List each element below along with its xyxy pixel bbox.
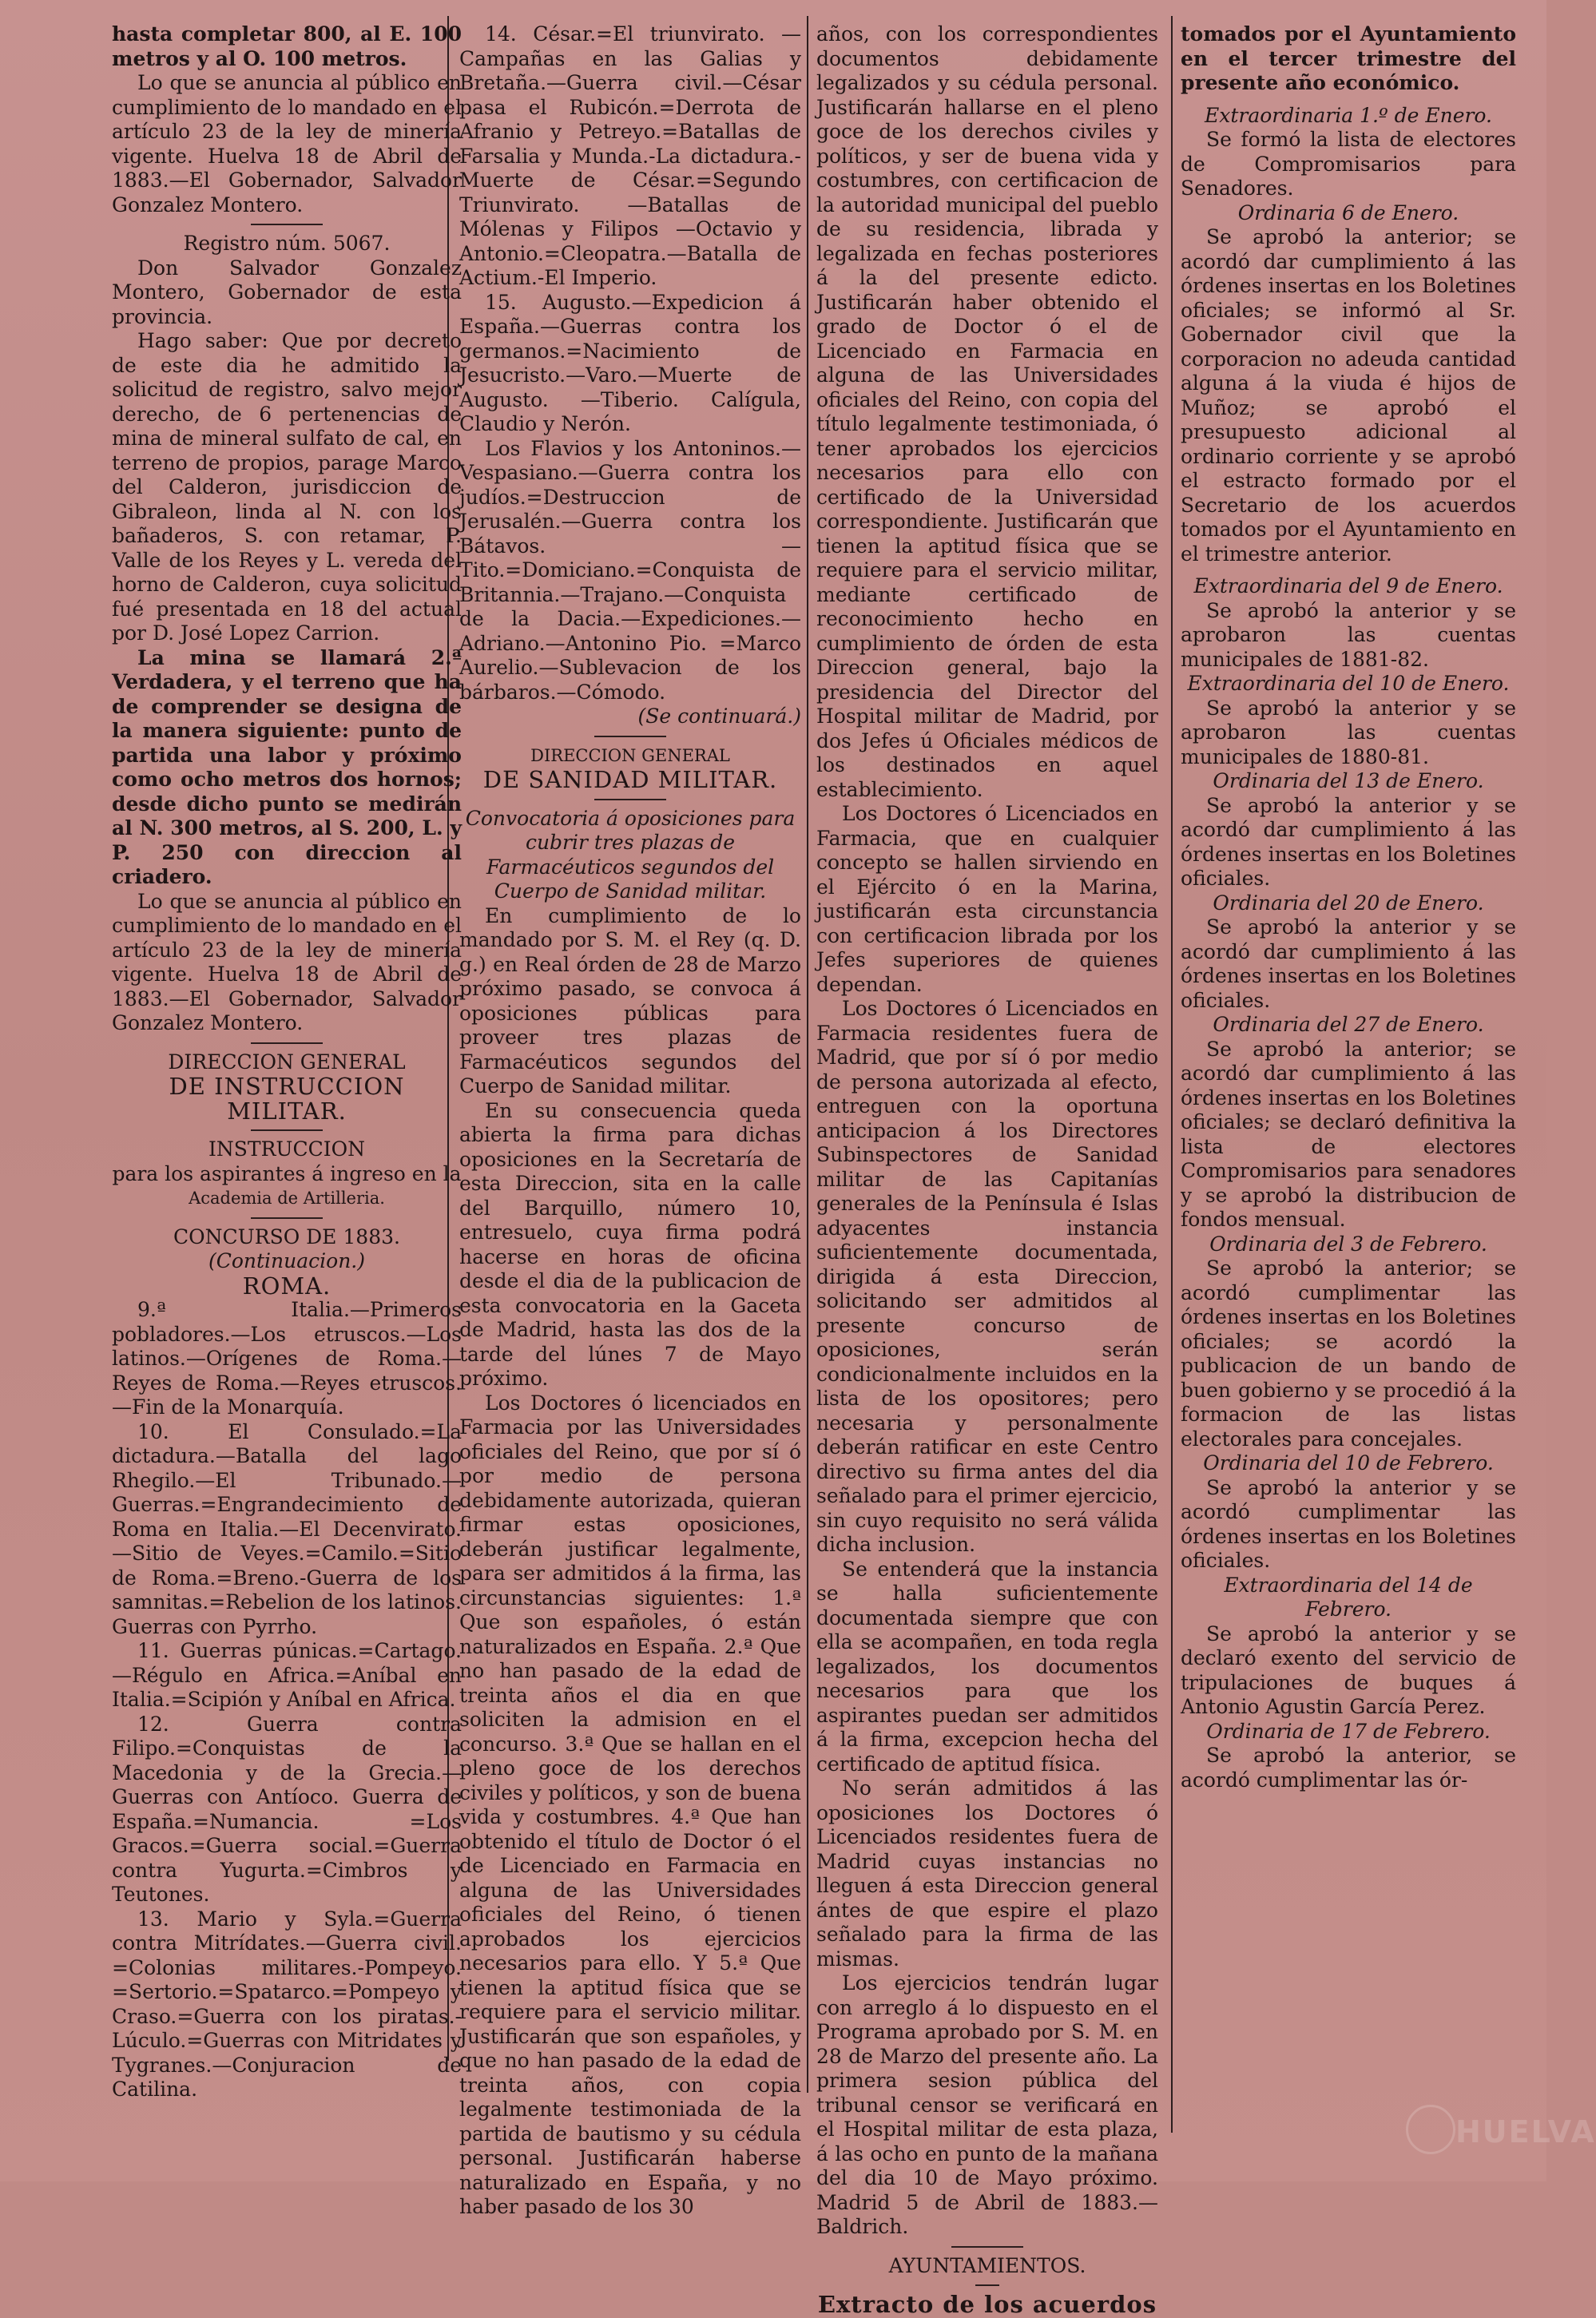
list-item: 11. Guerras púnicas.=Cartago.—Régulo en Africa.=Aníbal en Italia.=Scipión y Aníbal en Africa.: [112, 1639, 462, 1711]
list-item: 10. El Consulado.=La dictadura.—Batalla del lago Rhegilo.—El Tribunado.—Guerras.=Engrandecimiento de Roma en Italia.—El Decenvirato.—Sitio de Veyes.=Camilo.=Sitio de Roma.=Breno.-Guerra de los samnitas.=Rebelion de los latinos. Guerras con Pyrrho.: [112, 1419, 462, 1638]
list-item: 15. Augusto.—Expedicion á España.—Guerras contra los germanos.=Nacimiento de Jesucristo.—Varo.—Muerte de Augusto. —Tiberio. Calígula, Claudio y Nerón.: [459, 290, 801, 435]
section-heading: DE SANIDAD MILITAR.: [482, 766, 778, 793]
list-item: 12. Guerra contra Filipo.=Conquistas de la Macedonia y de la Grecia.—Guerras con Antíoco. Guerra de España.=Numancia. =Los Gracos.=Guerra social.=Guerra contra Yugurta.=Cimbros y Teutones.: [112, 1712, 462, 1906]
session-text: Se aprobó la anterior y se acordó dar cumplimiento á las órdenes insertas en los Boletines oficiales.: [1181, 793, 1516, 890]
paragraph: Hago saber: Que por decreto de este dia he admitido la solicitud de registro, salvo mejor derecho, de 6 pertenencias de mina de mineral sulfato de cal, en terreno de propios, parage Marco del Calderon, jurisdiccion de Gibraleon, linda al N. con los bañaderos, S. con retamar, P. Valle de los Reyes y L. vereda del horno de Calderon, cuya solicitud fué presentada en 18 del actual por D. José Lopez Carrion.: [112, 329, 462, 645]
list-item: 9.ª Italia.—Primeros pobladores.—Los etruscos.—Los latinos.—Orígenes de Roma.—Reyes de Roma.—Reyes etruscos.—Fin de la Monarquía.: [112, 1298, 462, 1419]
divider: [251, 1217, 323, 1219]
section-heading: DIRECCION GENERAL: [530, 745, 730, 765]
subheading: (Continuacion.): [208, 1249, 366, 1272]
divider: [951, 2246, 1023, 2248]
session-heading: Extraordinaria del 10 de Enero.: [1187, 672, 1510, 695]
session-text: Se aprobó la anterior y se declaró exento del servicio de tripulaciones de buques á Antonio Agustin García Perez.: [1181, 1621, 1516, 1718]
divider: [251, 1042, 323, 1044]
paragraph: En cumplimiento de lo mandado por S. M. el Rey (q. D. g.) en Real órden de 28 de Marzo próximo pasado, se convoca á oposiciones públicas para proveer tres plazas de Farmacéuticos segundos del Cuerpo de Sanidad militar.: [459, 903, 801, 1097]
paragraph: No serán admitidos á las oposiciones los Doctores ó Licenciados residentes fuera de Madrid cuyas instancias no lleguen á esta Direccion general ántes de que espire el plazo señalado para la firma de las mismas.: [816, 1776, 1158, 1971]
divider: [251, 224, 323, 225]
session-heading: Ordinaria del 13 de Enero.: [1213, 769, 1484, 792]
section-heading: AYUNTAMIENTOS.: [888, 2253, 1086, 2277]
watermark-label: HUELVA: [1455, 2114, 1596, 2149]
session-heading: Ordinaria del 20 de Enero.: [1213, 891, 1484, 915]
divider: [251, 1129, 323, 1131]
session-heading: Ordinaria del 3 de Febrero.: [1209, 1232, 1487, 1256]
column-rule: [807, 16, 808, 2093]
paragraph: Los Doctores ó Licenciados en Farmacia, que en cualquier concepto se hallen sirviendo en el Ejército ó en la Marina, justificarán esta circunstancia con certificacion librada por los Jefes superiores de quienes dependan.: [816, 802, 1158, 996]
session-text: Se aprobó la anterior y se acordó dar cumplimiento á las órdenes insertas en los Boletines oficiales.: [1181, 915, 1516, 1012]
session-text: Se aprobó la anterior; se acordó dar cumplimiento á las órdenes insertas en los Boletines oficiales; se declaró definitiva la lista de electores Compromisarios para senadores y se aprobó la distribucion de fondos mensual.: [1181, 1037, 1516, 1231]
session-text: Se formó la lista de electores de Compromisarios para Senadores.: [1181, 128, 1516, 200]
paragraph: Los Doctores ó licenciados en Farmacia por las Universidades oficiales del Reino, que por sí ó por medio de persona debidamente autorizada, quieran firmar estas oposiciones, deberán justificar legalmente, para ser admitidos á la firma, las circunstancias siguientes: 1.ª Que son españoles, ó están naturalizados en España. 2.ª Que no han pasado de la edad de treinta años el dia en que soliciten la admision en el concurso. 3.ª Que se hallan en el pleno goce de los derechos civiles y políticos, y son de buena vida y costumbres. 4.ª Que han obtenido el título de Doctor ó el de Licenciado en Farmacia en alguna de las Universidades oficiales del Reino, ó tienen aprobados los ejercicios necesarios para ello. Y 5.ª Que tienen la aptitud física que se requiere para el servicio militar. Justificarán que son españoles, y que no han pasado de la edad de treinta años, con copia legalmente testimoniada de la partida de bautismo y su cédula personal. Justificarán haberse naturalizado en España, y no haber pasado de los 30: [459, 1391, 801, 2218]
session-text: Se aprobó la anterior y se acordó cumplimentar las órdenes insertas en los Boletines oficiales.: [1181, 1475, 1516, 1572]
session-heading: Ordinaria 6 de Enero.: [1237, 200, 1459, 224]
column-rule: [1171, 16, 1173, 2133]
paragraph: La mina se llamará 2.ª Verdadera, y el terreno que ha de comprender se designa de la manera siguiente: punto de partida una labor y próximo como ocho metros dos hornos; desde dicho punto se medirán al N. 300 metros, al S. 200, L. y P. 250 con direccion al criadero.: [112, 645, 462, 888]
subheading: CONCURSO DE 1883.: [173, 1224, 400, 1248]
paragraph: Se entenderá que la instancia se halla suficientemente documentada siempre que con ella se acompañen, en toda regla legalizados, los documentos necesarios para que los aspirantes puedan ser admitidos á la firma, excepcion hecha del certificado de aptitud física.: [816, 1557, 1158, 1776]
paragraph: Don Salvador Gonzalez Montero, Gobernador de esta provincia.: [112, 256, 462, 328]
archive-watermark: [1406, 2097, 1596, 2169]
session-heading: Ordinaria del 27 de Enero.: [1213, 1013, 1484, 1036]
list-item: 13. Mario y Syla.=Guerra contra Mitrídates.—Guerra civil. =Colonias militares.-Pompeyo. =Sertorio.=Spatarco.=Pompeyo y Craso.=Guerra con los piratas.-Lúculo.=Guerras con Mitridates y Tygranes.—Conjuracion de Catilina.: [112, 1907, 462, 2101]
session-heading: Extraordinaria del 9 de Enero.: [1193, 574, 1503, 597]
continued-note: (Se continuará.): [637, 705, 801, 728]
column-3: [816, 22, 1158, 2317]
divider: [975, 2284, 999, 2286]
paragraph: hasta completar 800, al E. 100 metros y al O. 100 metros.: [112, 22, 462, 70]
paragraph: tomados por el Ayuntamiento en el tercer trimestre del presente año económico.: [1181, 22, 1516, 94]
session-text: Se aprobó la anterior y se aprobaron las cuentas municipales de 1880-81.: [1181, 696, 1516, 768]
paragraph: Lo que se anuncia al público en cumplimiento de lo mandado en el artículo 23 de la ley de minería vigente. Huelva 18 de Abril de 1883.—El Gobernador, Salvador Gonzalez Montero.: [112, 71, 462, 216]
paragraph: años, con los correspondientes documentos debidamente legalizados y su cédula personal. Justificarán hallarse en el pleno goce de los derechos civiles y políticos, y ser de buena vida y costumbres, con certificacion de la autoridad municipal del pueblo de su residencia, librada y legalizada en fechas posteriores á la del presente edicto. Justificarán haber obtenido el grado de Doctor ó el de Licenciado en Farmacia en alguna de las Universidades oficiales del Reino, con copia del título legalmente testimoniada, ó tener aprobados los ejercicios necesarios para ello con certificado de la Universidad correspondiente. Justificarán que tienen la aptitud física que se requiere para el servicio militar, mediante certificado de reconocimiento hecho en cumplimiento de órden de esta Direccion general, bajo la presidencia del Director del Hospital militar de Madrid, por dos Jefes ú Oficiales médicos de los destinados en aquel establecimiento.: [816, 22, 1158, 801]
session-heading: Extraordinaria del 14 de Febrero.: [1224, 1573, 1473, 1621]
registry-number: Registro núm. 5067.: [183, 232, 391, 255]
column-4: [1181, 22, 1516, 1792]
session-heading: Ordinaria de 17 de Febrero.: [1206, 1719, 1491, 1743]
section-heading: DE INSTRUCCION MILITAR.: [169, 1073, 405, 1125]
list-item: 14. César.=El triunvirato. —Campañas en las Galias y Bretaña.—Guerra civil.—César pasa el Rubicón.=Derrota de Afranio y Petreyo.=Batallas de Farsalia y Munda.-La dictadura.-Muerte de César.=Segundo Triunvirato. —Batallas de Mólenas y Filipos —Octavio y Antonio.=Cleopatra.—Batalla de Actium.-El Imperio.: [459, 22, 801, 289]
section-heading: DIRECCION GENERAL: [168, 1050, 406, 1074]
paragraph: En su consecuencia queda abierta la firma para dichas oposiciones en la Secretaría de esta Direccion, sita en la calle del Barquillo, número 10, entresuelo, cuya firma podrá hacerse en horas de oficina desde el dia de la publicacion de esta convocatoria en la Gaceta de Madrid, hasta las dos de la tarde del lúnes 7 de Mayo próximo.: [459, 1098, 801, 1390]
paragraph: Los ejercicios tendrán lugar con arreglo á lo dispuesto en el Programa aprobado por S. M. en 28 de Marzo del presente año. La primera sesion pública del tribunal censor se verificará en el Hospital militar de esta plaza, á las ocho en punto de la mañana del dia 10 de Mayo próximo. Madrid 5 de Abril de 1883.—Baldrich.: [816, 1971, 1158, 2238]
convocation-title: Convocatoria á oposiciones para cubrir tres plazas de Farmacéuticos segundos del Cuerpo de Sanidad militar.: [465, 806, 796, 903]
session-text: Se aprobó la anterior; se acordó cumplimentar las órdenes insertas en los Boletines oficiales; se acordó la publicacion de un bando de buen gobierno y se procedió á la formacion de las listas electorales para concejales.: [1181, 1256, 1516, 1451]
session-text: Se aprobó la anterior, se acordó cumplimentar las ór-: [1181, 1744, 1516, 1792]
subheading: Academia de Artilleria.: [189, 1189, 385, 1208]
divider: [594, 799, 666, 800]
paragraph: Los Doctores ó Licenciados en Farmacia residentes fuera de Madrid, que por sí ó por medio de persona autorizada al efecto, entreguen con la oportuna anticipacion á los Directores Subinspectores de Sanidad militar de las Capitanías generales de la Península é Islas adyacentes instancia suficientemente documentada, dirigida á esta Direccion, solicitando ser admitidos al presente concurso de oposiciones, serán condicionalmente incluidos en la lista de los opositores; pero necesaria y personalmente deberán ratificar en este Centro directivo su firma antes del dia señalado para el primer ejercicio, sin cuyo requisito no será válida dicha inclusion.: [816, 997, 1158, 1556]
paragraph: Lo que se anuncia al público en cumplimiento de lo mandado en el artículo 23 de la ley de minería vigente. Huelva 18 de Abril de 1883.—El Gobernador, Salvador Gonzalez Montero.: [112, 889, 462, 1034]
session-heading: Extraordinaria 1.º de Enero.: [1204, 103, 1492, 127]
subheading: ROMA.: [242, 1272, 332, 1300]
list-item: Los Flavios y los Antoninos.—Vespasiano.—Guerra contra los judíos.=Destruccion de Jerusalén.—Guerra contra los Bátavos. —Tito.=Domiciano.=Conquista de Britannia.—Trajano.—Conquista de la Dacia.—Expediciones.—Adriano.—Antonino Pio. =Marco Aurelio.—Sublevacion de los bárbaros.—Cómodo.: [459, 436, 801, 704]
session-heading: Ordinaria del 10 de Febrero.: [1203, 1451, 1494, 1475]
column-2: [459, 22, 801, 2220]
column-1: [112, 22, 462, 2102]
section-heading: Extracto de los acuerdos: [817, 2291, 1157, 2318]
subheading: INSTRUCCION: [208, 1137, 365, 1161]
subheading: para los aspirantes á ingreso en la: [112, 1161, 462, 1185]
session-text: Se aprobó la anterior; se acordó dar cumplimiento á las órdenes insertas en los Boletines oficiales; se informó al Sr. Gobernador civil que la corporacion no adeuda cantidad alguna á la viuda é hijos de Muñoz; se aprobó el presupuesto adicional al ordinario corriente y se aprobó el estracto formado por el Secretario de los acuerdos tomados por el Ayuntamiento en el trimestre anterior.: [1181, 225, 1516, 566]
seal-icon: [1406, 2105, 1455, 2154]
session-text: Se aprobó la anterior y se aprobaron las cuentas municipales de 1881-82.: [1181, 598, 1516, 671]
divider: [594, 736, 666, 737]
